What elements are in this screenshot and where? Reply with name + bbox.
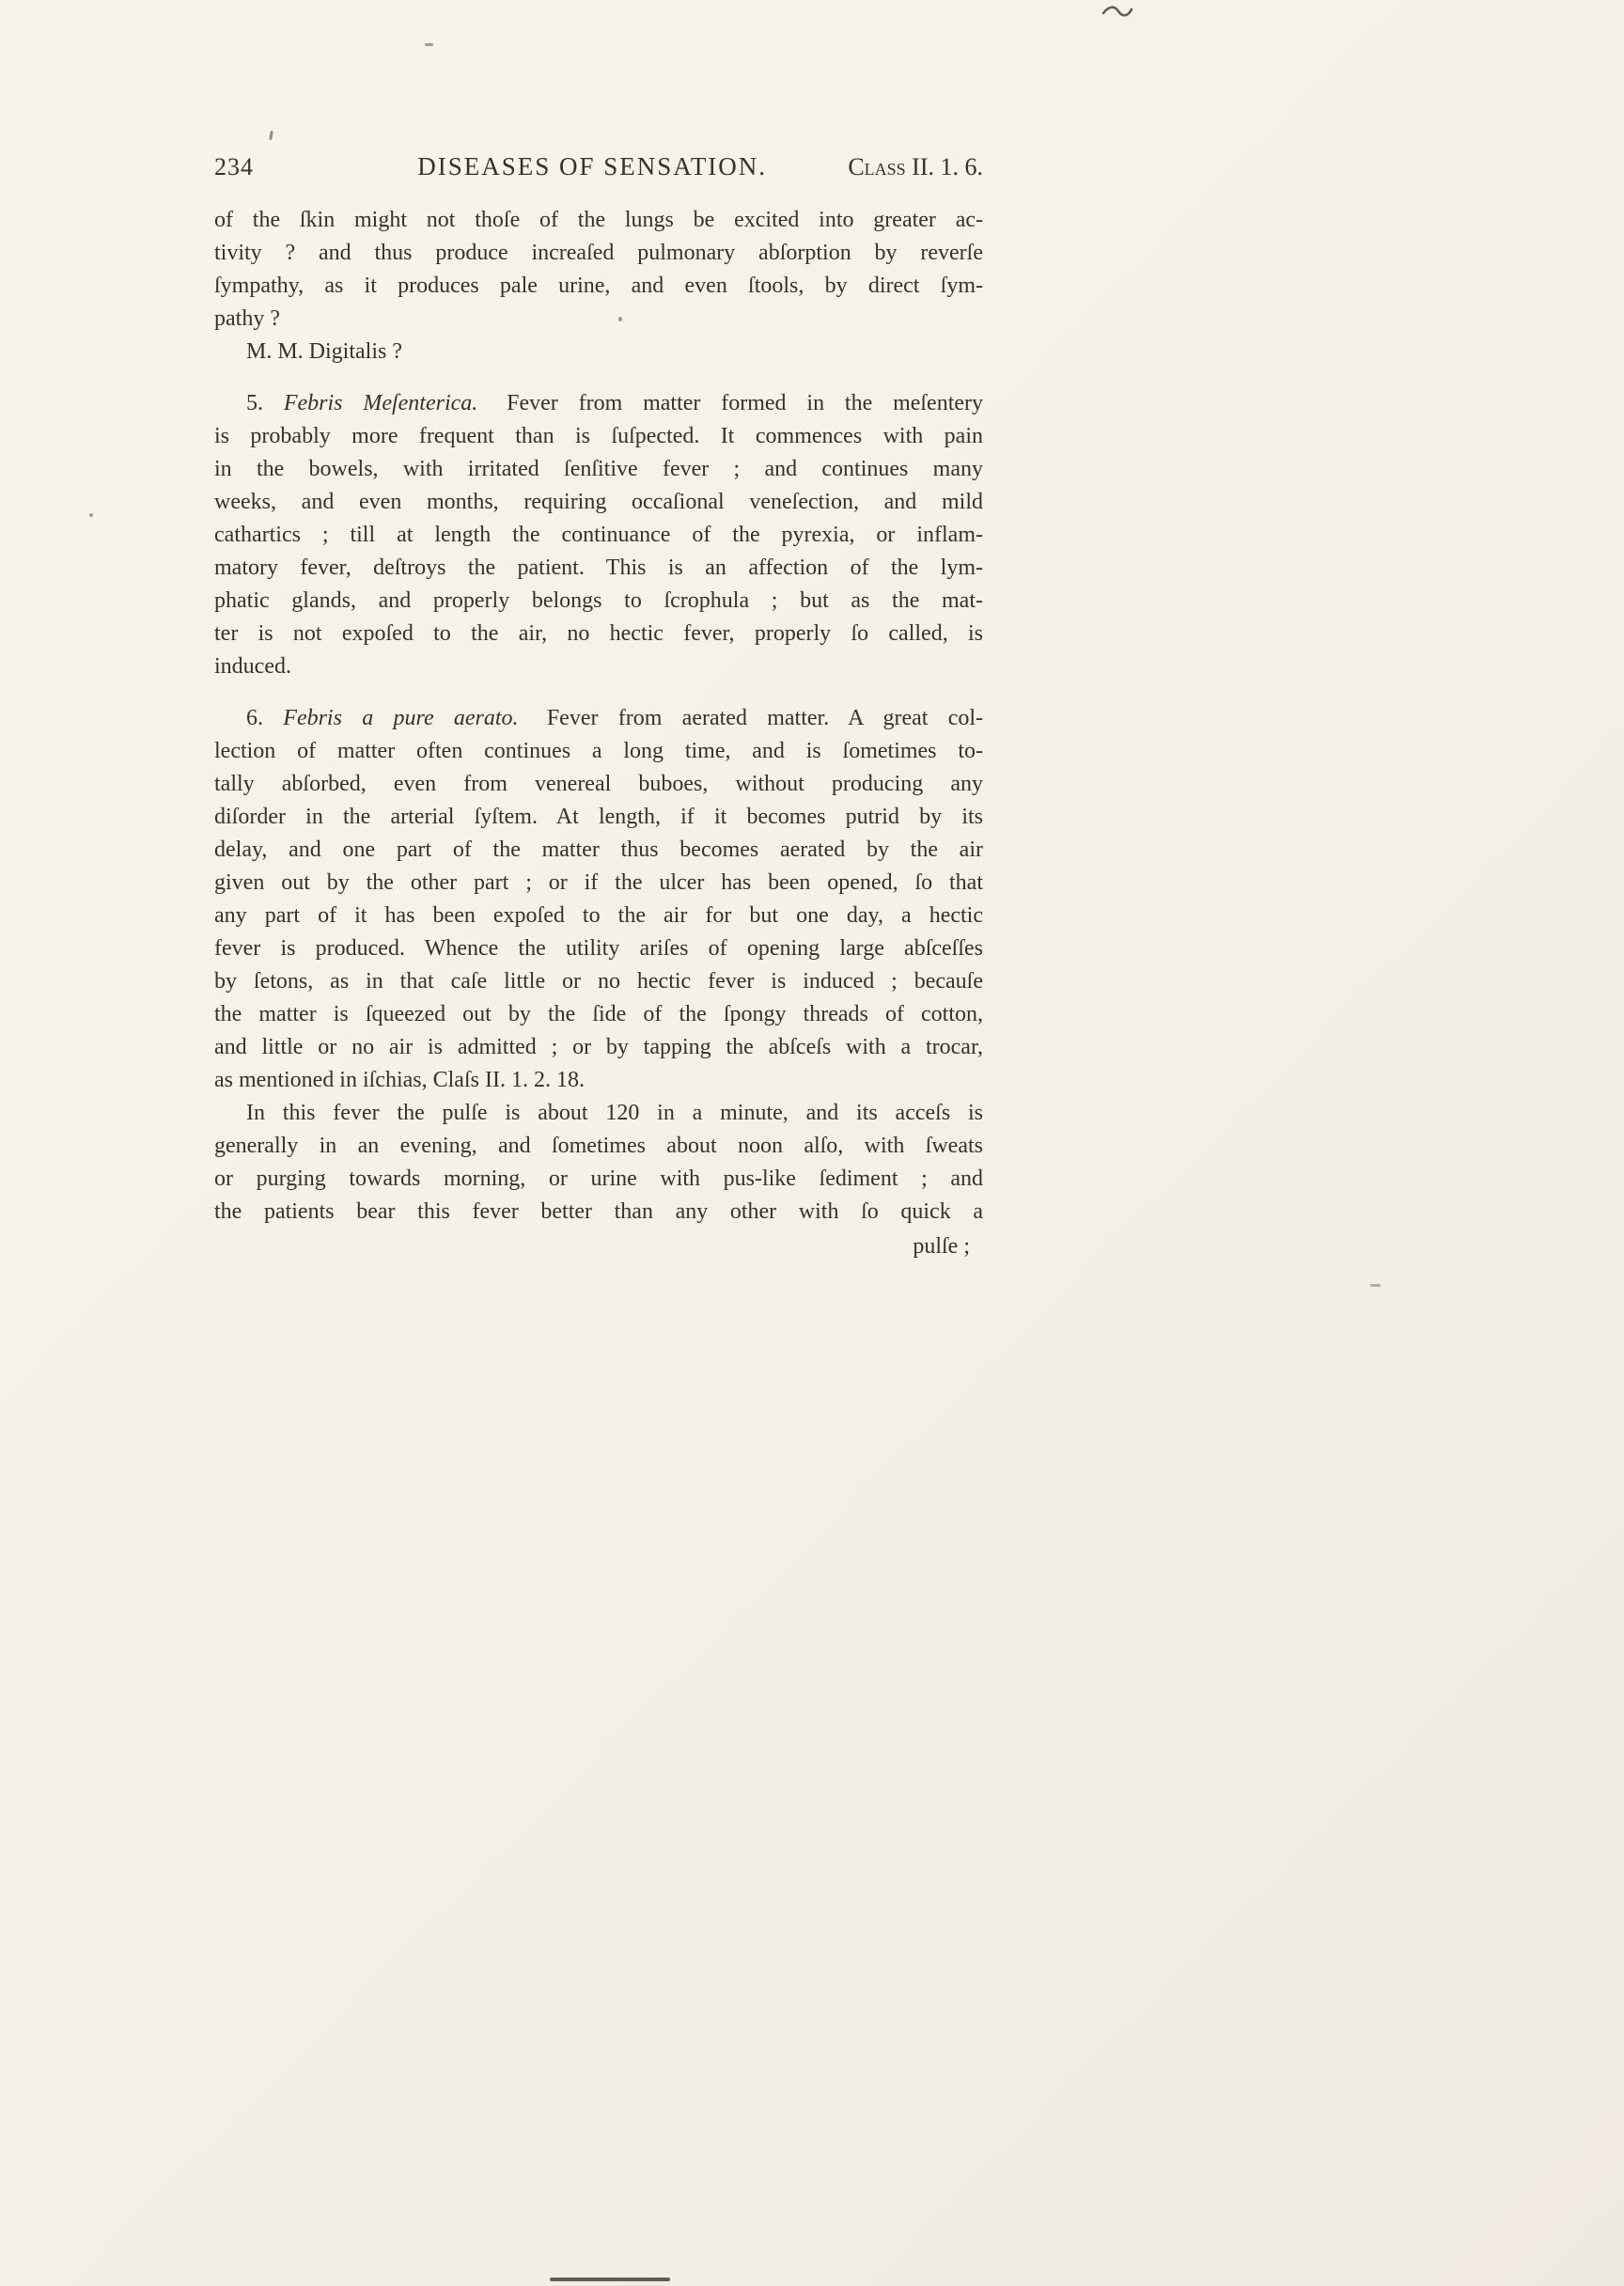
text-line: weeks, and even months, requiring occaſional veneſection, and mild	[214, 490, 983, 514]
section-6-title: Febris a pure aerato.	[283, 706, 519, 730]
page-number: 234	[214, 153, 254, 180]
text-line: given out by the other part ; or if the ulcer has been opened, ſo that	[214, 870, 983, 895]
text-line: by ſetons, as in that caſe little or no hectic fever is induced ; becauſe	[214, 969, 983, 994]
paragraph-final	[214, 1097, 983, 1229]
text-line: any part of it has been expoſed to the air for but one day, a hectic	[214, 903, 983, 928]
scan-speck	[89, 513, 93, 517]
scan-edge-artifact	[550, 2278, 670, 2281]
scan-squiggle-mark	[1101, 4, 1133, 23]
running-title: DISEASES OF SENSATION.	[417, 152, 768, 180]
text-line: phatic glands, and properly belongs to ſcrophula ; but as the mat-	[214, 588, 983, 613]
section-5-first-rest: Fever from matter formed in the meſentery	[507, 391, 984, 415]
mm-digitalis-line: M. M. Digitalis ?	[246, 339, 402, 364]
section-6-number: 6.	[246, 706, 263, 730]
scan-speck	[1370, 1284, 1381, 1287]
text-line: ſympathy, as it produces pale urine, and even ſtools, by direct ſym-	[214, 274, 983, 298]
page-header	[214, 152, 983, 181]
text-line: the matter is ſqueezed out by the ſide of the ſpongy threads of cotton,	[214, 1002, 983, 1026]
class-reference: II. 1. 6.	[912, 153, 983, 180]
text-line: induced.	[214, 654, 291, 679]
text-line: diſorder in the arterial ſyſtem. At length, if it becomes putrid by its	[214, 805, 983, 829]
text-line: In this fever the pulſe is about 120 in a minute, and its acceſs is	[246, 1101, 983, 1125]
text-line: ter is not expoſed to the air, no hectic fever, properly ſo called, is	[214, 621, 983, 646]
text-line: fever is produced. Whence the utility ariſes of opening large abſceſſes	[214, 936, 983, 961]
text-line: in the bowels, with irritated ſenſitive fever ; and continues many	[214, 457, 983, 481]
text-line: generally in an evening, and ſometimes about noon alſo, with ſweats	[214, 1134, 983, 1158]
text-line: is probably more frequent than is ſuſpected. It commences with pain	[214, 424, 983, 448]
text-line: of the ſkin might not thoſe of the lungs be excited into greater ac-	[214, 208, 983, 232]
section-6-lines	[214, 735, 983, 1097]
section-5	[214, 387, 983, 683]
section-5-first-line	[214, 387, 983, 420]
text-line: delay, and one part of the matter thus becomes aerated by the air	[214, 838, 983, 862]
text-line: as mentioned in iſchias, Claſs II. 1. 2. 18.	[214, 1068, 585, 1092]
scan-speck	[269, 131, 273, 140]
text-line: lection of matter often continues a long time, and is ſometimes to-	[214, 739, 983, 763]
section-6	[214, 702, 983, 1097]
text-line: the patients bear this fever better than any other with ſo quick a	[214, 1199, 983, 1224]
section-6-first-rest: Fever from aerated matter. A great col-	[546, 706, 984, 730]
section-5-number: 5.	[246, 391, 263, 415]
section-6-first-line	[214, 702, 983, 735]
text-line: matory fever, deſtroys the patient. This is an affection of the lym-	[214, 556, 983, 580]
text-line: cathartics ; till at length the continuance of the pyrexia, or inflam-	[214, 523, 983, 547]
scan-speck	[425, 43, 433, 46]
text-line: pathy ?	[214, 306, 280, 331]
class-label	[848, 153, 983, 181]
text-line: or purging towards morning, or urine with pus-like ſediment ; and	[214, 1166, 983, 1191]
text-line: and little or no air is admitted ; or by tapping the abſceſs with a trocar,	[214, 1035, 983, 1059]
section-5-title: Febris Meſenterica.	[283, 391, 478, 415]
section-5-lines	[214, 420, 983, 683]
text-column	[214, 152, 983, 1263]
class-word: Class	[848, 153, 906, 180]
text-line: tally abſorbed, even from venereal buboes, without producing any	[214, 772, 983, 796]
paragraph-continuation	[214, 204, 983, 336]
catchword: pulſe ;	[913, 1234, 970, 1259]
body-text	[214, 204, 983, 1263]
text-line: tivity ? and thus produce increaſed pulmonary abſorption by reverſe	[214, 241, 983, 265]
